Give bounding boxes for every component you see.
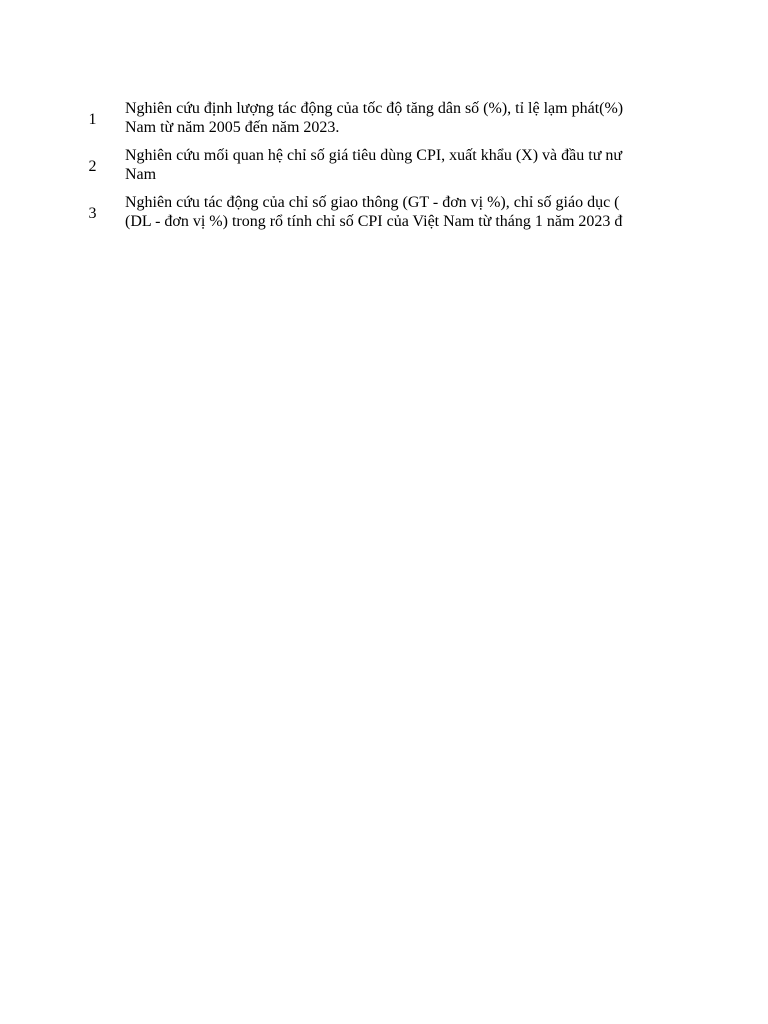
topic-line: Nam từ năm 2005 đến năm 2023. [125, 119, 340, 136]
topic-text [125, 143, 668, 190]
row-number: 2 [88, 158, 97, 175]
topic-line: Nghiên cứu mối quan hệ chỉ số giá tiêu dùng CPI, xuất khẩu (X) và đầu tư nư [125, 147, 623, 164]
row-number: 3 [88, 205, 97, 222]
topic-text [125, 190, 668, 237]
table-row [60, 190, 668, 237]
topic-line: Nghiên cứu định lượng tác động của tốc độ tăng dân số (%), tỉ lệ lạm phát(%) [125, 100, 624, 117]
topic-line: Nam [125, 166, 157, 183]
topic-line: (DL - đơn vị %) trong rổ tính chỉ số CPI của Việt Nam từ tháng 1 năm 2023 đ [125, 213, 623, 230]
table-row [60, 96, 668, 143]
row-number: 1 [88, 111, 97, 128]
topic-table [60, 96, 668, 237]
table-row [60, 143, 668, 190]
topic-text [125, 96, 668, 143]
topic-line: Nghiên cứu tác động của chỉ số giao thông (GT - đơn vị %), chỉ số giáo dục ( [125, 194, 620, 211]
